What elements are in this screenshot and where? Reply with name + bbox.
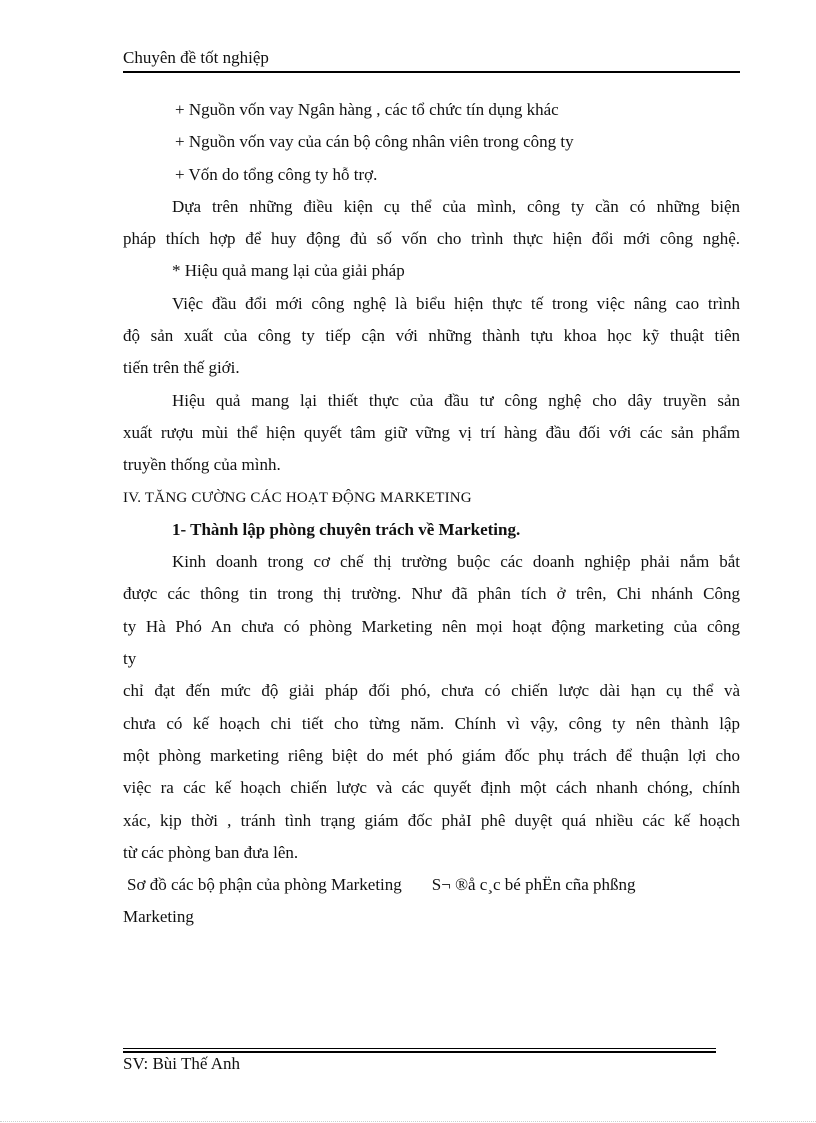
text-line: + Nguồn vốn vay của cán bộ công nhân viên trong công ty [175, 132, 574, 152]
subsection-heading: 1- Thành lập phòng chuyên trách về Marketing. [172, 519, 521, 539]
text-line: từ các phòng ban đưa lên. [123, 842, 299, 862]
text-line: chưa có kế hoạch chi tiết cho từng năm. Chính vì vậy, công ty nên thành lập [123, 713, 740, 733]
footer-rule [123, 1048, 716, 1049]
document-body [123, 94, 740, 934]
page-edge-dotted-line [0, 1121, 816, 1122]
text-line: + Vốn do tổng công ty hỗ trợ. [175, 164, 378, 184]
section-heading: IV. TĂNG CƯỜNG CÁC HOẠT ĐỘNG MARKETING [123, 489, 472, 506]
text-line: truyền thống của mình. [123, 455, 281, 475]
section-subheading: * Hiệu quả mang lại của giải pháp [172, 261, 405, 281]
text-line: xác, kịp thời , tránh tình trạng giám đốc phảI phê duyệt quá nhiều các kế hoạch [123, 810, 740, 830]
text-line: Hiệu quả mang lại thiết thực của đầu tư công nghệ cho dây truyền sản [172, 390, 740, 410]
text-line: chỉ đạt đến mức độ giải pháp đối phó, chưa có chiến lược dài hạn cụ thể và [123, 681, 740, 701]
text-line: Marketing [123, 907, 194, 927]
text-line: + Nguồn vốn vay Ngân hàng , các tổ chức tín dụng khác [175, 100, 559, 119]
diagram-caption-line [123, 869, 740, 901]
text-line: Dựa trên những điều kiện cụ thể của mình, công ty cần có những biện [172, 196, 740, 216]
text-line: độ sản xuất của công ty tiếp cận với những thành tựu khoa học kỹ thuật tiên [123, 326, 740, 346]
page-header-title: Chuyên đề tốt nghiệp [123, 48, 269, 67]
text-line: việc ra các kế hoạch chiến lược và các quyết định một cách nhanh chóng, chính [123, 778, 740, 798]
garbled-caption: S¬ ®å c¸c bé phËn cña phßng [431, 875, 636, 895]
header-rule [123, 71, 740, 73]
text-line: pháp thích hợp để huy động đủ số vốn cho trình thực hiện đổi mới công nghệ. [123, 229, 740, 249]
text-line: Kinh doanh trong cơ chế thị trường buộc các doanh nghiệp phải nắm bắt [172, 552, 740, 572]
footer-rule-thick [123, 1051, 716, 1053]
text-line: một phòng marketing riêng biệt do mét phó giám đốc phụ trách để thuận lợi cho [123, 745, 740, 765]
text-line: ty [123, 649, 137, 669]
text-line: xuất rượu mùi thể hiện quyết tâm giữ vững vị trí hàng đầu đối với các sản phẩm [123, 422, 740, 442]
text-line: được các thông tin trong thị trường. Như đã phân tích ở trên, Chi nhánh Công [123, 584, 740, 604]
diagram-caption: Sơ đồ các bộ phận của phòng Marketing [127, 875, 402, 895]
footer-author: SV: Bùi Thế Anh [123, 1054, 240, 1073]
text-line: ty Hà Phó An chưa có phòng Marketing nên mọi hoạt động marketing của công [123, 616, 740, 636]
text-line: Việc đầu đổi mới công nghệ là biểu hiện thực tế trong việc nâng cao trình [172, 293, 740, 313]
text-line: tiến trên thế giới. [123, 358, 240, 378]
